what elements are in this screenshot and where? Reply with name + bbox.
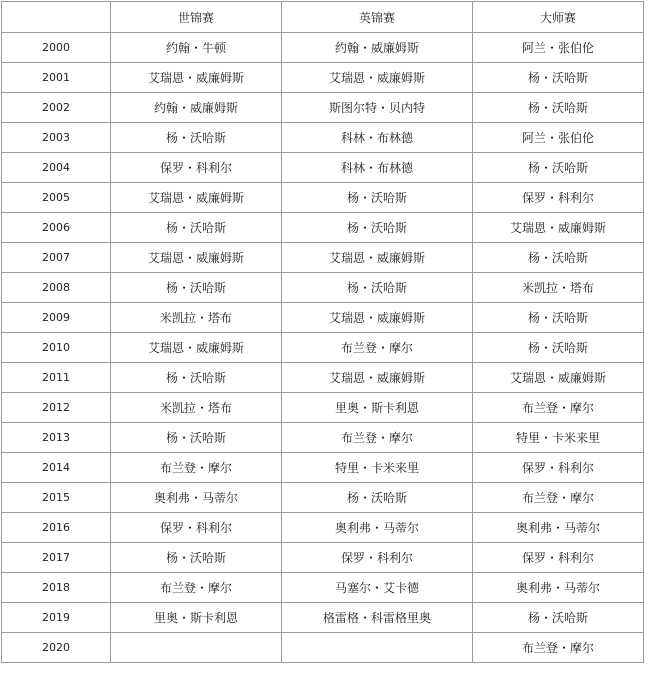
table-row <box>2 303 644 333</box>
masters-champion-cell: 杨・沃哈斯 <box>473 303 644 333</box>
year-cell: 2007 <box>2 243 111 273</box>
uk-champion-cell: 奥利弗・马蒂尔 <box>282 513 473 543</box>
table-row <box>2 123 644 153</box>
table-row <box>2 213 644 243</box>
year-cell: 2002 <box>2 93 111 123</box>
champions-table <box>1 1 644 663</box>
world-champion-cell: 米凯拉・塔布 <box>111 303 282 333</box>
uk-champion-cell: 约翰・威廉姆斯 <box>282 33 473 63</box>
year-cell: 2016 <box>2 513 111 543</box>
table-body <box>2 33 644 663</box>
table-row <box>2 93 644 123</box>
year-cell: 2011 <box>2 363 111 393</box>
table-row <box>2 513 644 543</box>
table-row <box>2 573 644 603</box>
masters-champion-cell: 米凯拉・塔布 <box>473 273 644 303</box>
world-champion-cell: 杨・沃哈斯 <box>111 213 282 243</box>
world-champion-cell: 杨・沃哈斯 <box>111 423 282 453</box>
uk-champion-cell: 艾瑞恩・威廉姆斯 <box>282 303 473 333</box>
masters-champion-cell: 奥利弗・马蒂尔 <box>473 573 644 603</box>
masters-champion-cell: 杨・沃哈斯 <box>473 243 644 273</box>
world-champion-cell: 艾瑞恩・威廉姆斯 <box>111 183 282 213</box>
world-champion-cell: 杨・沃哈斯 <box>111 543 282 573</box>
masters-champion-cell: 杨・沃哈斯 <box>473 333 644 363</box>
table-header-row <box>2 2 644 33</box>
table-row <box>2 183 644 213</box>
masters-champion-cell: 艾瑞恩・威廉姆斯 <box>473 213 644 243</box>
uk-champion-cell: 艾瑞恩・威廉姆斯 <box>282 363 473 393</box>
masters-champion-cell: 阿兰・张伯伦 <box>473 33 644 63</box>
year-cell: 2018 <box>2 573 111 603</box>
world-champion-cell: 艾瑞恩・威廉姆斯 <box>111 243 282 273</box>
masters-champion-cell: 艾瑞恩・威廉姆斯 <box>473 363 644 393</box>
masters-champion-cell: 奥利弗・马蒂尔 <box>473 513 644 543</box>
masters-champion-cell: 保罗・科利尔 <box>473 543 644 573</box>
world-champion-cell: 保罗・科利尔 <box>111 513 282 543</box>
uk-champion-cell: 马塞尔・艾卡德 <box>282 573 473 603</box>
year-cell: 2010 <box>2 333 111 363</box>
masters-champion-cell: 阿兰・张伯伦 <box>473 123 644 153</box>
header-world-championship: 世锦赛 <box>111 2 282 33</box>
table-row <box>2 423 644 453</box>
masters-champion-cell: 杨・沃哈斯 <box>473 93 644 123</box>
world-champion-cell: 布兰登・摩尔 <box>111 573 282 603</box>
table-row <box>2 333 644 363</box>
year-cell: 2020 <box>2 633 111 663</box>
uk-champion-cell: 艾瑞恩・威廉姆斯 <box>282 63 473 93</box>
world-champion-cell: 约翰・威廉姆斯 <box>111 93 282 123</box>
world-champion-cell <box>111 633 282 663</box>
table-row <box>2 153 644 183</box>
uk-champion-cell: 格雷格・科雷格里奥 <box>282 603 473 633</box>
table-row <box>2 543 644 573</box>
header-year-cell <box>2 2 111 33</box>
year-cell: 2019 <box>2 603 111 633</box>
uk-champion-cell: 特里・卡米来里 <box>282 453 473 483</box>
world-champion-cell: 布兰登・摩尔 <box>111 453 282 483</box>
year-cell: 2001 <box>2 63 111 93</box>
table-row <box>2 243 644 273</box>
world-champion-cell: 保罗・科利尔 <box>111 153 282 183</box>
table-row <box>2 273 644 303</box>
world-champion-cell: 艾瑞恩・威廉姆斯 <box>111 63 282 93</box>
uk-champion-cell: 杨・沃哈斯 <box>282 483 473 513</box>
uk-champion-cell: 科林・布林德 <box>282 153 473 183</box>
uk-champion-cell: 布兰登・摩尔 <box>282 333 473 363</box>
uk-champion-cell: 里奥・斯卡利恩 <box>282 393 473 423</box>
uk-champion-cell: 布兰登・摩尔 <box>282 423 473 453</box>
year-cell: 2000 <box>2 33 111 63</box>
masters-champion-cell: 杨・沃哈斯 <box>473 603 644 633</box>
masters-champion-cell: 保罗・科利尔 <box>473 453 644 483</box>
uk-champion-cell: 杨・沃哈斯 <box>282 183 473 213</box>
year-cell: 2008 <box>2 273 111 303</box>
masters-champion-cell: 布兰登・摩尔 <box>473 483 644 513</box>
year-cell: 2014 <box>2 453 111 483</box>
year-cell: 2005 <box>2 183 111 213</box>
table-row <box>2 633 644 663</box>
masters-champion-cell: 布兰登・摩尔 <box>473 393 644 423</box>
year-cell: 2004 <box>2 153 111 183</box>
world-champion-cell: 奥利弗・马蒂尔 <box>111 483 282 513</box>
uk-champion-cell: 科林・布林德 <box>282 123 473 153</box>
year-cell: 2003 <box>2 123 111 153</box>
masters-champion-cell: 杨・沃哈斯 <box>473 153 644 183</box>
world-champion-cell: 杨・沃哈斯 <box>111 363 282 393</box>
year-cell: 2009 <box>2 303 111 333</box>
table-row <box>2 453 644 483</box>
header-uk-championship: 英锦赛 <box>282 2 473 33</box>
world-champion-cell: 杨・沃哈斯 <box>111 273 282 303</box>
masters-champion-cell: 保罗・科利尔 <box>473 183 644 213</box>
year-cell: 2012 <box>2 393 111 423</box>
uk-champion-cell: 杨・沃哈斯 <box>282 213 473 243</box>
table-row <box>2 363 644 393</box>
world-champion-cell: 杨・沃哈斯 <box>111 123 282 153</box>
masters-champion-cell: 布兰登・摩尔 <box>473 633 644 663</box>
world-champion-cell: 艾瑞恩・威廉姆斯 <box>111 333 282 363</box>
table-row <box>2 63 644 93</box>
year-cell: 2015 <box>2 483 111 513</box>
year-cell: 2017 <box>2 543 111 573</box>
header-masters: 大师赛 <box>473 2 644 33</box>
year-cell: 2006 <box>2 213 111 243</box>
uk-champion-cell: 斯图尔特・贝内特 <box>282 93 473 123</box>
table-row <box>2 483 644 513</box>
world-champion-cell: 米凯拉・塔布 <box>111 393 282 423</box>
masters-champion-cell: 特里・卡米来里 <box>473 423 644 453</box>
table-row <box>2 603 644 633</box>
masters-champion-cell: 杨・沃哈斯 <box>473 63 644 93</box>
year-cell: 2013 <box>2 423 111 453</box>
uk-champion-cell: 保罗・科利尔 <box>282 543 473 573</box>
world-champion-cell: 约翰・牛顿 <box>111 33 282 63</box>
uk-champion-cell: 杨・沃哈斯 <box>282 273 473 303</box>
table-row <box>2 33 644 63</box>
table-row <box>2 393 644 423</box>
uk-champion-cell <box>282 633 473 663</box>
uk-champion-cell: 艾瑞恩・威廉姆斯 <box>282 243 473 273</box>
world-champion-cell: 里奥・斯卡利恩 <box>111 603 282 633</box>
